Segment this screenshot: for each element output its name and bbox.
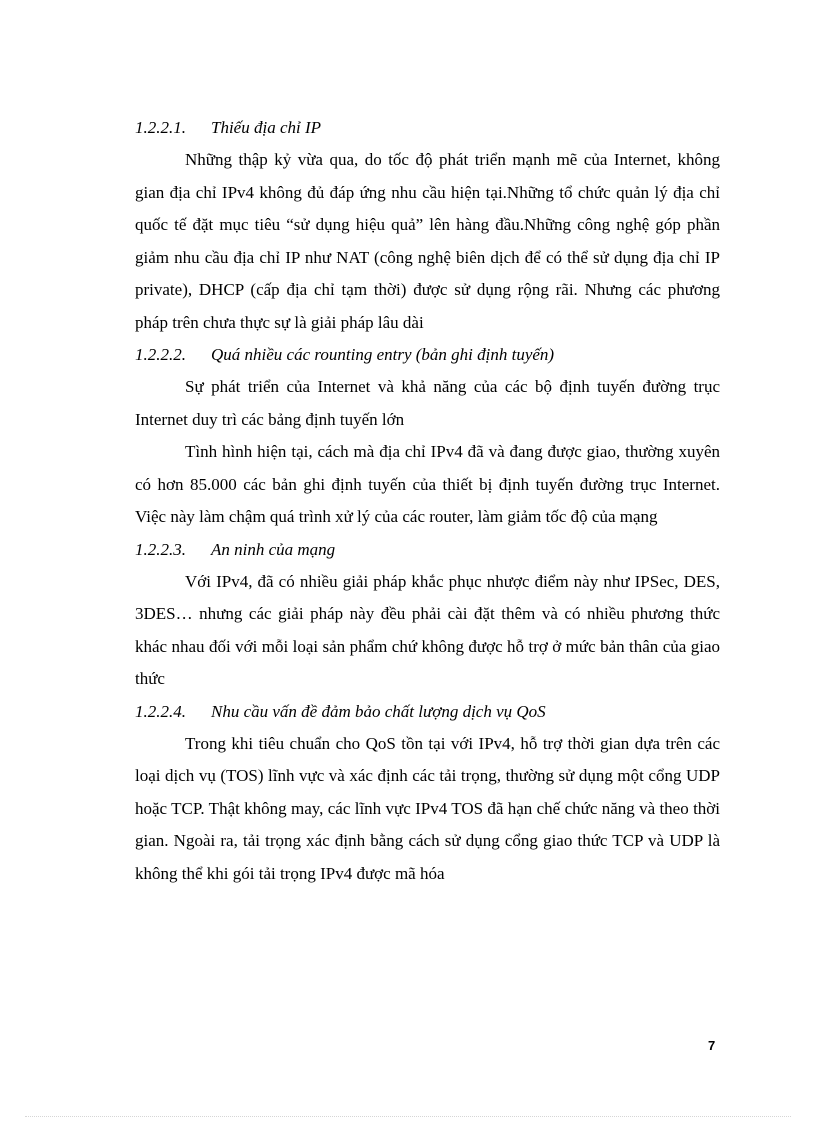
- section-title: Thiếu địa chỉ IP: [211, 118, 322, 137]
- paragraph: Sự phát triển của Internet và khả năng của các bộ định tuyến đường trục Internet duy trì các bảng định tuyến lớn: [135, 377, 720, 429]
- page-bottom-divider: [25, 1116, 791, 1117]
- section-title: Quá nhiều các rounting entry (bản ghi định tuyến): [211, 345, 555, 364]
- paragraph: Những thập kỷ vừa qua, do tốc độ phát triển mạnh mẽ của Internet, không gian địa chỉ IPv4 không đủ đáp ứng nhu cầu hiện tại.Những tổ chức quản lý địa chỉ quốc tế đặt mục tiêu “sử dụng hiệu quả” lên hàng đầu.Những công nghệ góp phần giảm nhu cầu địa chỉ IP như NAT (công nghệ biên dịch để có thể sử dụng địa chỉ IP private), DHCP (cấp địa chỉ tạm thời) được sử dụng rộng rãi. Nhưng các phương pháp trên chưa thực sự là giải pháp lâu dài: [135, 150, 720, 332]
- section-heading-1-2-2-4: [135, 696, 720, 728]
- section-heading-1-2-2-1: [135, 112, 720, 144]
- page-number: 7: [708, 1038, 716, 1053]
- paragraph: Tình hình hiện tại, cách mà địa chỉ IPv4 đã và đang được giao, thường xuyên có hơn 85.000 các bản ghi định tuyến của thiết bị định tuyến đường trục Internet. Việc này làm chậm quá trình xử lý của các router, làm giảm tốc độ của mạng: [135, 442, 720, 526]
- section-number: 1.2.2.3.: [135, 539, 186, 559]
- paragraph: Trong khi tiêu chuẩn cho QoS tồn tại với IPv4, hỗ trợ thời gian dựa trên các loại dịch vụ (TOS) lĩnh vực và xác định các tải trọng, thường sử dụng một cổng UDP hoặc TCP. Thật không may, các lĩnh vực IPv4 TOS đã hạn chế chức năng và theo thời gian. Ngoài ra, tải trọng xác định bằng cách sử dụng cổng giao thức TCP và UDP là không thể khi gói tải trọng IPv4 được mã hóa: [135, 733, 720, 883]
- section-number: 1.2.2.2.: [135, 345, 186, 364]
- paragraph: Với IPv4, đã có nhiều giải pháp khắc phục nhược điểm này như IPSec, DES, 3DES… nhưng các giải pháp này đều phải cài đặt thêm và có nhiều phương thức khác nhau đối với mỗi loại sản phẩm chứ không được hỗ trợ ở mức bản thân của giao thức: [135, 571, 720, 688]
- section-heading-1-2-2-2: [135, 339, 720, 371]
- section-number: 1.2.2.1.: [135, 118, 186, 137]
- section-number: 1.2.2.4.: [135, 701, 186, 721]
- section-title: An ninh của mạng: [211, 539, 336, 559]
- page-content: [135, 112, 720, 890]
- section-heading-1-2-2-3: [135, 534, 720, 566]
- section-title: Nhu cầu vấn đề đảm bảo chất lượng dịch vụ QoS: [211, 701, 546, 721]
